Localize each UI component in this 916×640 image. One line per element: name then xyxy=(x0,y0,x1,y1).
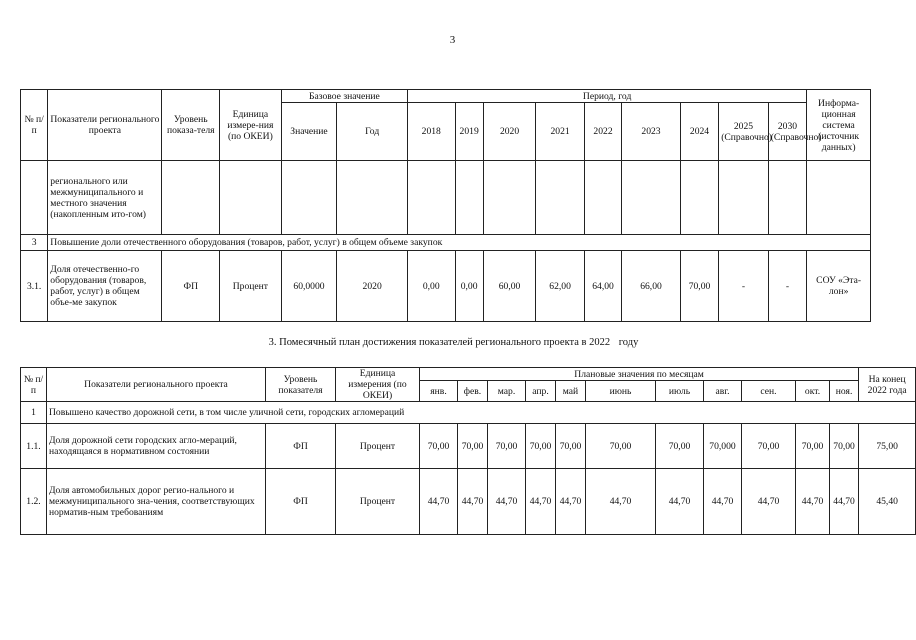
month-value: 70,00 xyxy=(586,424,656,469)
month-value: 44,70 xyxy=(556,469,586,535)
month-header: мар. xyxy=(488,381,526,402)
month-value: 44,70 xyxy=(458,469,488,535)
col-num-header: № п/п xyxy=(21,90,48,161)
row-num: 1.1. xyxy=(21,424,47,469)
section3-heading xyxy=(0,337,905,348)
year-header: 2021 xyxy=(536,103,585,161)
period-header: Период, год xyxy=(408,90,807,103)
year-header: 2022 xyxy=(584,103,621,161)
year-value: 0,00 xyxy=(455,251,483,322)
month-value: 44,70 xyxy=(830,469,859,535)
indicator-name: Доля отечественно-го оборудования (товаров, работ, услуг) в общем объе-ме закупок xyxy=(48,251,162,322)
info-system: СОУ «Эта-лон» xyxy=(807,251,871,322)
month-value: 70,00 xyxy=(556,424,586,469)
indicator-level: ФП xyxy=(266,469,336,535)
month-header: янв. xyxy=(420,381,458,402)
col-unit-header: Единица измере-ния (по ОКЕИ) xyxy=(220,90,282,161)
table-row xyxy=(21,469,916,535)
indicator-name: Доля дорожной сети городских агло-мераций, находящаяся в нормативном состоянии xyxy=(47,424,266,469)
cell xyxy=(483,161,536,235)
cell xyxy=(584,161,621,235)
month-value: 70,00 xyxy=(488,424,526,469)
month-value: 44,70 xyxy=(704,469,742,535)
cell xyxy=(719,161,769,235)
month-header: окт. xyxy=(796,381,830,402)
year-value: - xyxy=(768,251,807,322)
continuation-text: регионального или межмуниципального и местного значения (накопленным ито-гом) xyxy=(48,161,162,235)
month-value: 44,70 xyxy=(586,469,656,535)
month-value: 44,70 xyxy=(656,469,704,535)
col-year-header: Год xyxy=(337,103,408,161)
month-value: 70,00 xyxy=(420,424,458,469)
year-end-value: 45,40 xyxy=(859,469,916,535)
month-header: сен. xyxy=(742,381,796,402)
cell xyxy=(21,161,48,235)
indicator-unit: Процент xyxy=(220,251,282,322)
year-value: 0,00 xyxy=(408,251,455,322)
month-value: 70,00 xyxy=(656,424,704,469)
year-value: 66,00 xyxy=(622,251,681,322)
month-value: 44,70 xyxy=(796,469,830,535)
col-indicators-header: Показатели регионального проекта xyxy=(48,90,162,161)
year-value: 64,00 xyxy=(584,251,621,322)
base-year: 2020 xyxy=(337,251,408,322)
indicator-unit: Процент xyxy=(336,469,420,535)
col-indicators-header: Показатели регионального проекта xyxy=(47,368,266,402)
section3-year-word: году xyxy=(618,337,639,348)
year-value: 62,00 xyxy=(536,251,585,322)
month-header: ноя. xyxy=(830,381,859,402)
section-title: Повышено качество дорожной сети, в том числе уличной сети, городских агломераций xyxy=(47,402,916,424)
month-value: 70,00 xyxy=(796,424,830,469)
year-value: 70,00 xyxy=(680,251,718,322)
col-level-header: Уровень показа-теля xyxy=(162,90,220,161)
cell xyxy=(536,161,585,235)
col-level-header: Уровень показателя xyxy=(266,368,336,402)
row-num: 1.2. xyxy=(21,469,47,535)
month-header: апр. xyxy=(526,381,556,402)
month-header: авг. xyxy=(704,381,742,402)
indicator-unit: Процент xyxy=(336,424,420,469)
month-value: 70,00 xyxy=(458,424,488,469)
cell xyxy=(220,161,282,235)
section-title: Повышение доли отечественного оборудования (товаров, работ, услуг) в общем объеме закупок xyxy=(48,235,871,251)
table-row xyxy=(21,251,871,322)
indicator-level: ФП xyxy=(266,424,336,469)
col-value-header: Значение xyxy=(281,103,337,161)
year-value: - xyxy=(719,251,769,322)
monthly-plan-table xyxy=(20,367,916,535)
table-row xyxy=(21,424,916,469)
month-value: 44,70 xyxy=(526,469,556,535)
base-value: 60,0000 xyxy=(281,251,337,322)
cell xyxy=(768,161,807,235)
col-num-header: № п/п xyxy=(21,368,47,402)
month-value: 44,70 xyxy=(420,469,458,535)
cell xyxy=(622,161,681,235)
cell xyxy=(807,161,871,235)
year-header: 2030 (Справочно) xyxy=(768,103,807,161)
cell xyxy=(455,161,483,235)
indicators-table xyxy=(20,89,871,322)
month-value: 70,00 xyxy=(526,424,556,469)
cell xyxy=(408,161,455,235)
month-value: 44,70 xyxy=(488,469,526,535)
month-value: 70,00 xyxy=(742,424,796,469)
base-value-header: Базовое значение xyxy=(281,90,407,103)
row-num: 3.1. xyxy=(21,251,48,322)
cell xyxy=(337,161,408,235)
year-header: 2018 xyxy=(408,103,455,161)
month-header: июль xyxy=(656,381,704,402)
year-end-header: На конец 2022 года xyxy=(859,368,916,402)
info-system-header: Информа-ционная система (источник данных) xyxy=(807,90,871,161)
section3-title: 3. Помесячный план достижения показателей регионального проекта в 2022 xyxy=(268,337,611,348)
cell xyxy=(162,161,220,235)
indicator-name: Доля автомобильных дорог регио-нального и межмуниципального зна-чения, соответствующих норматив-ным требованиям xyxy=(47,469,266,535)
month-value: 70,000 xyxy=(704,424,742,469)
month-header: май xyxy=(556,381,586,402)
cell xyxy=(281,161,337,235)
year-header: 2023 xyxy=(622,103,681,161)
month-value: 44,70 xyxy=(742,469,796,535)
year-end-value: 75,00 xyxy=(859,424,916,469)
year-header: 2019 xyxy=(455,103,483,161)
cell xyxy=(680,161,718,235)
month-header: июнь xyxy=(586,381,656,402)
year-header: 2025 (Справочно) xyxy=(719,103,769,161)
year-value: 60,00 xyxy=(483,251,536,322)
section-num: 3 xyxy=(21,235,48,251)
indicator-level: ФП xyxy=(162,251,220,322)
month-value: 70,00 xyxy=(830,424,859,469)
page-number: 3 xyxy=(449,34,456,46)
col-unit-header: Единица измерения (по ОКЕИ) xyxy=(336,368,420,402)
section-num: 1 xyxy=(21,402,47,424)
year-header: 2020 xyxy=(483,103,536,161)
year-header: 2024 xyxy=(680,103,718,161)
planned-values-header: Плановые значения по месяцам xyxy=(420,368,859,381)
month-header: фев. xyxy=(458,381,488,402)
